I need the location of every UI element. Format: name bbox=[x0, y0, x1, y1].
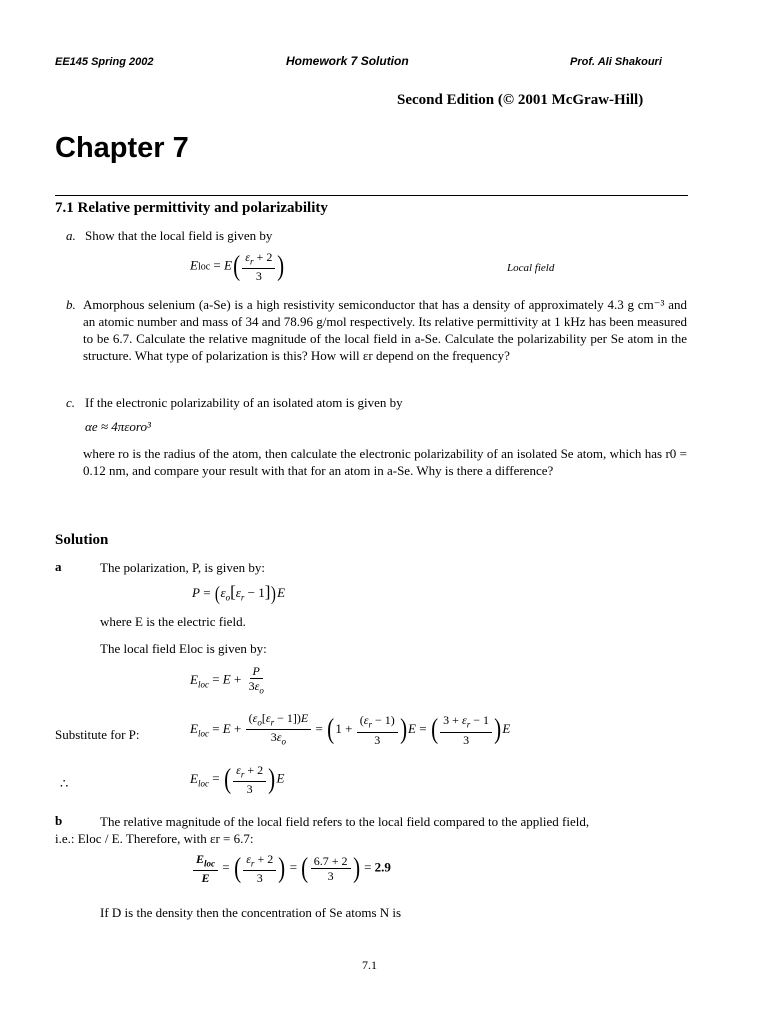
solution-a-where: where E is the electric field. bbox=[100, 614, 246, 629]
polarization-equation: $P = (\varepsilon_o[\varepsilon_r - 1])E$ bbox=[192, 581, 286, 605]
therefore-symbol: ∴ bbox=[60, 776, 69, 791]
problem-a-label: a. bbox=[66, 228, 76, 243]
substitute-label: Substitute for P: bbox=[55, 727, 140, 742]
header-author: Prof. Ali Shakouri bbox=[570, 56, 662, 68]
problem-b-text: Amorphous selenium (a-Se) is a high resistivity semiconductor that has a density of approximately 4.3 g cm⁻³ and an atomic number and mass of 34 and 78.96 g/mol respectively. Its relative permittivity at 1 kHz has been measured to be 6.7. Calculate the relative magnitude of the local field in a-Se. Calculate the polarizability per Se atom in the structure. What type of polarization is this? How will εr depend on the frequency? bbox=[83, 297, 687, 363]
solution-a-label: a bbox=[55, 559, 62, 574]
local-field-label: Local field bbox=[507, 262, 555, 274]
problem-c-text: If the electronic polarizability of an isolated atom is given by bbox=[85, 395, 403, 410]
problem-c-text2: where ro is the radius of the atom, then calculate the electronic polarizability of an isolated Se atom, which has r0 = 0.12 nm, and compare your result with that for an atom in a-Se. Why is there a difference? bbox=[83, 446, 687, 478]
ratio-equation: $\frac{E_{loc}}{E}$ = ( $\frac{\varepsilon_r + 2}{3}$ ) = ( $\frac{6.7 + 2}{3}$ ) = 2.9 bbox=[192, 852, 391, 885]
solution-a-line1: The polarization, P, is given by: bbox=[100, 560, 266, 575]
edition-note: Second Edition (© 2001 McGraw-Hill) bbox=[397, 92, 644, 108]
ratio-result: 2.9 bbox=[374, 859, 391, 875]
local-field-equation: Eloc = E( $\frac{\varepsilon_r + 2}{3}$ ) bbox=[190, 250, 285, 284]
solution-a-local: The local field Eloc is given by: bbox=[100, 641, 267, 656]
eloc-result-equation: $E_{loc}$ = ( $\frac{\varepsilon_r + 2}{3}$ )E bbox=[190, 763, 285, 797]
substitution-equation: $E_{loc} = E$ + $\frac{(\varepsilon_o[\varepsilon_r - 1])E}{3\varepsilon_o}$ = (1 + $\frac{(\varepsilon_r - 1)}{3}$ )E = ( $\frac{3 + \varepsilon_r - 1}{3}$ )E bbox=[190, 711, 511, 747]
header-course: EE145 Spring 2002 bbox=[55, 56, 154, 68]
eloc-equation: $E_{loc} = E$ + $\frac{P}{3\varepsilon_o}$ bbox=[190, 664, 264, 696]
solution-b-density: If D is the density then the concentration of Se atoms N is bbox=[100, 905, 402, 920]
problem-b-label: b. bbox=[66, 297, 76, 312]
section-title: 7.1 Relative permittivity and polarizability bbox=[55, 200, 328, 216]
header-title: Homework 7 Solution bbox=[286, 54, 409, 68]
problem-a-text: Show that the local field is given by bbox=[85, 228, 273, 243]
chapter-title: Chapter 7 bbox=[55, 132, 189, 164]
page-number: 7.1 bbox=[362, 958, 377, 972]
problem-c-label: c. bbox=[66, 395, 76, 410]
section-divider bbox=[55, 195, 688, 196]
solution-b-label: b bbox=[55, 813, 63, 828]
solution-b-line1: The relative magnitude of the local field refers to the local field compared to the applied field, bbox=[100, 814, 590, 829]
solution-heading: Solution bbox=[55, 532, 109, 548]
solution-b-line2: i.e.: Eloc / E. Therefore, with εr = 6.7: bbox=[55, 831, 254, 846]
polarizability-equation: αe ≈ 4πεoro³ bbox=[85, 419, 151, 434]
